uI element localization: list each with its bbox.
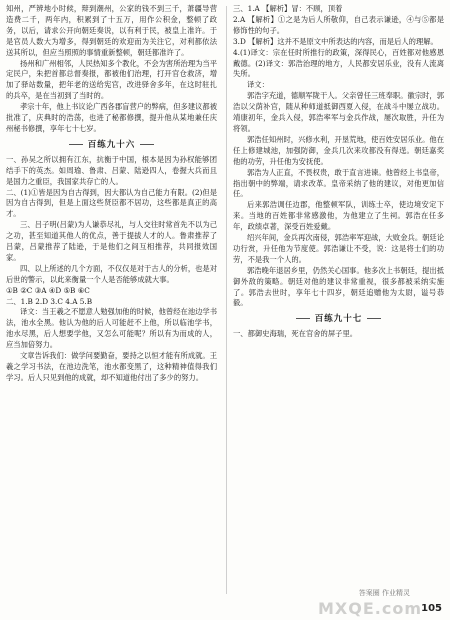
left-translation-paragraph-2: 文章告诉我们：做学问要勤奋，要持之以恒才能有所成就。王羲之学习书法，在池边洗笔，池水都变黑了，这种精神值得我们学习。后人只见到他的成就，却不知道他付出了多少的努力。 bbox=[6, 351, 217, 382]
left-column bbox=[6, 4, 217, 610]
left-answer-paragraph-1: 一、孙吴之所以拥有江东，抗衡于中国，根本是因为孙权能够团结手下的英杰。如周瑜、鲁肃、吕蒙、陆逊四人，卷握大兵而且是国力之重臣，我国家共存亡的人。 bbox=[6, 154, 217, 186]
left-intro-paragraph-2: 扬州和广州相邻，人民热知多个教化，不会为害所治理为当平定民户，朱把首都总督奏报，都被他们治理，打开官仓救济，增加了驿站数量，把年老的送给宪官，改进驿舍多年，在这时驻扎的兵卒，是在当初到了当时的。 bbox=[6, 58, 217, 101]
left-intro-paragraph-3: 孝宗十年，他上书议论广西各郡盲营户的弊病，但多建议都被批准了，庆典时的浩荡，也进了秘都修撰，提升他从某地兼任庆州秘书修撰，享年七十七岁。 bbox=[6, 102, 217, 133]
right-column bbox=[233, 4, 444, 594]
right-translation-paragraph-1: 郭浩字充道，德顺军陇干人。父亲曾任三班奉职。徽宗时，郭浩以父荫补官，随从种师道抵御西夏入侵，在战斗中屡立战功。靖康初年，金兵入侵，郭浩率军与金兵作战，屡次取胜，升任为将领。 bbox=[233, 91, 444, 133]
right-answer-line-2: 2.A 【解析】①之是为后人所敬仰，自己表示谦逊，④与⑤都是修饰性的句子。 bbox=[233, 14, 444, 35]
right-translation-paragraph-2: 郭浩任知州时，兴修水利，开垦荒地，使百姓安居乐业。他在任上修建城池，加强防御，金兵几次来攻都没有得逞。朝廷嘉奖他的功劳，升任他为安抚使。 bbox=[233, 134, 444, 166]
left-intro-paragraph-1: 知州，严辨地小时候，辩到潮州，公家的钱不到三千，萧疆导营造费二千，两年内，积累到了十五万，用作公积金，整顿了政务，以后，请求公开向朝廷奏说，以有利于民，被皇上准许。于是官员人数大为增多，得到朝廷的欢迎而为关注它，对利都依法送其所以，但应当照照的事情重新整顿，朝廷都准许了。 bbox=[6, 4, 217, 57]
right-translation-paragraph-4: 后来郭浩调任边郡，他整顿军队，训练士卒，使边境安定下来。当地的百姓都非常感激他，为他建立了生祠。郭浩在任多年，政绩卓著，深受百姓爱戴。 bbox=[233, 200, 444, 232]
right-translation-paragraph-6: 郭浩晚年退居乡里，仍然关心国事。他多次上书朝廷，提出抵御外敌的策略。朝廷对他的建议非常重视，很多都被采纳实施了。郭浩去世时，享年七十四岁，朝廷追赠他为太尉，谥号恭毅。 bbox=[233, 265, 444, 308]
left-answer-line-6: 二、1.B 2.D 3.C 4.A 5.B bbox=[6, 296, 93, 306]
right-section-97-line-1: 一、都御史海瑞，死在官舍的屏子里。 bbox=[233, 329, 358, 339]
right-translation-paragraph-3: 郭浩为人正直，不畏权贵，敢于直言进谏。他曾经上书皇帝，指出朝中的弊端，请求改革。皇帝采纳了他的建议，对他更加信任。 bbox=[233, 167, 444, 199]
watermark-logo: MXQE.com bbox=[317, 599, 422, 618]
right-translation-paragraph-5: 绍兴年间，金兵再次南侵，郭浩率军迎战，大败金兵。朝廷论功行赏，升任他为节度使。郭浩谦让不受，说：这是将士们的功劳，不是我一个人的。 bbox=[233, 233, 444, 264]
column-divider bbox=[226, 6, 227, 594]
right-answer-line-4: 4.(1)译文：宗在任时所推行的政策，深得民心，百姓都对他感恩戴德。(2)译文：郭浩治理的地方，人民都安居乐业，没有人流离失所。 bbox=[233, 47, 444, 79]
right-answer-line-1: 三、1.A 【解析】冒：不顾，顶着 bbox=[233, 4, 343, 13]
left-answer-paragraph-4: 四、以上所述的几个方面，不仅仅是对于古人的分析，也是对后世的警示，以此来衡量一个人是否能够成就大事。 bbox=[6, 263, 217, 284]
left-answer-line-5: ①B ②C ③A ④D ⑤B ⑥C bbox=[6, 285, 90, 295]
left-answer-paragraph-3: 三、吕子明(吕蒙)为人谦恭尽礼，与人交往时常首先不以为己之功，甚至知道其他人的优点，善于提拔人才的人。鲁肃推荐了吕蒙，吕蒙推荐了陆逊，于是他们之间互相推荐，共同报效国家。 bbox=[6, 220, 217, 262]
section-title-97: 百练九十七 bbox=[233, 314, 444, 325]
page-number: 105 bbox=[421, 603, 442, 614]
section-title-96: 百练九十六 bbox=[6, 140, 217, 151]
left-translation-paragraph-1: 译文：当王羲之不愿意人勉强加他的时候，他曾经在池边学书法，池水全黑。他认为他的后人可能赶不上他，所以临池学书，池水尽黑，后人想要学他，又怎么可能呢？所以有为而成的人，应当加倍努力。 bbox=[6, 307, 217, 350]
stamp-text: 答案圈 作业精灵 bbox=[358, 589, 410, 597]
left-answer-paragraph-2: 二、(1)①皆是因为自古得到，因大都认为自己能力有限。(2)但是因为自古得到，但是上面这些贤臣都不居功，这些都是真正的高才。 bbox=[6, 187, 217, 219]
translation-label: 译文： bbox=[247, 80, 269, 90]
right-answer-line-3: 3.D 【解析】这并不是原文中所表达的内容，而是后人的理解。 bbox=[233, 36, 438, 46]
